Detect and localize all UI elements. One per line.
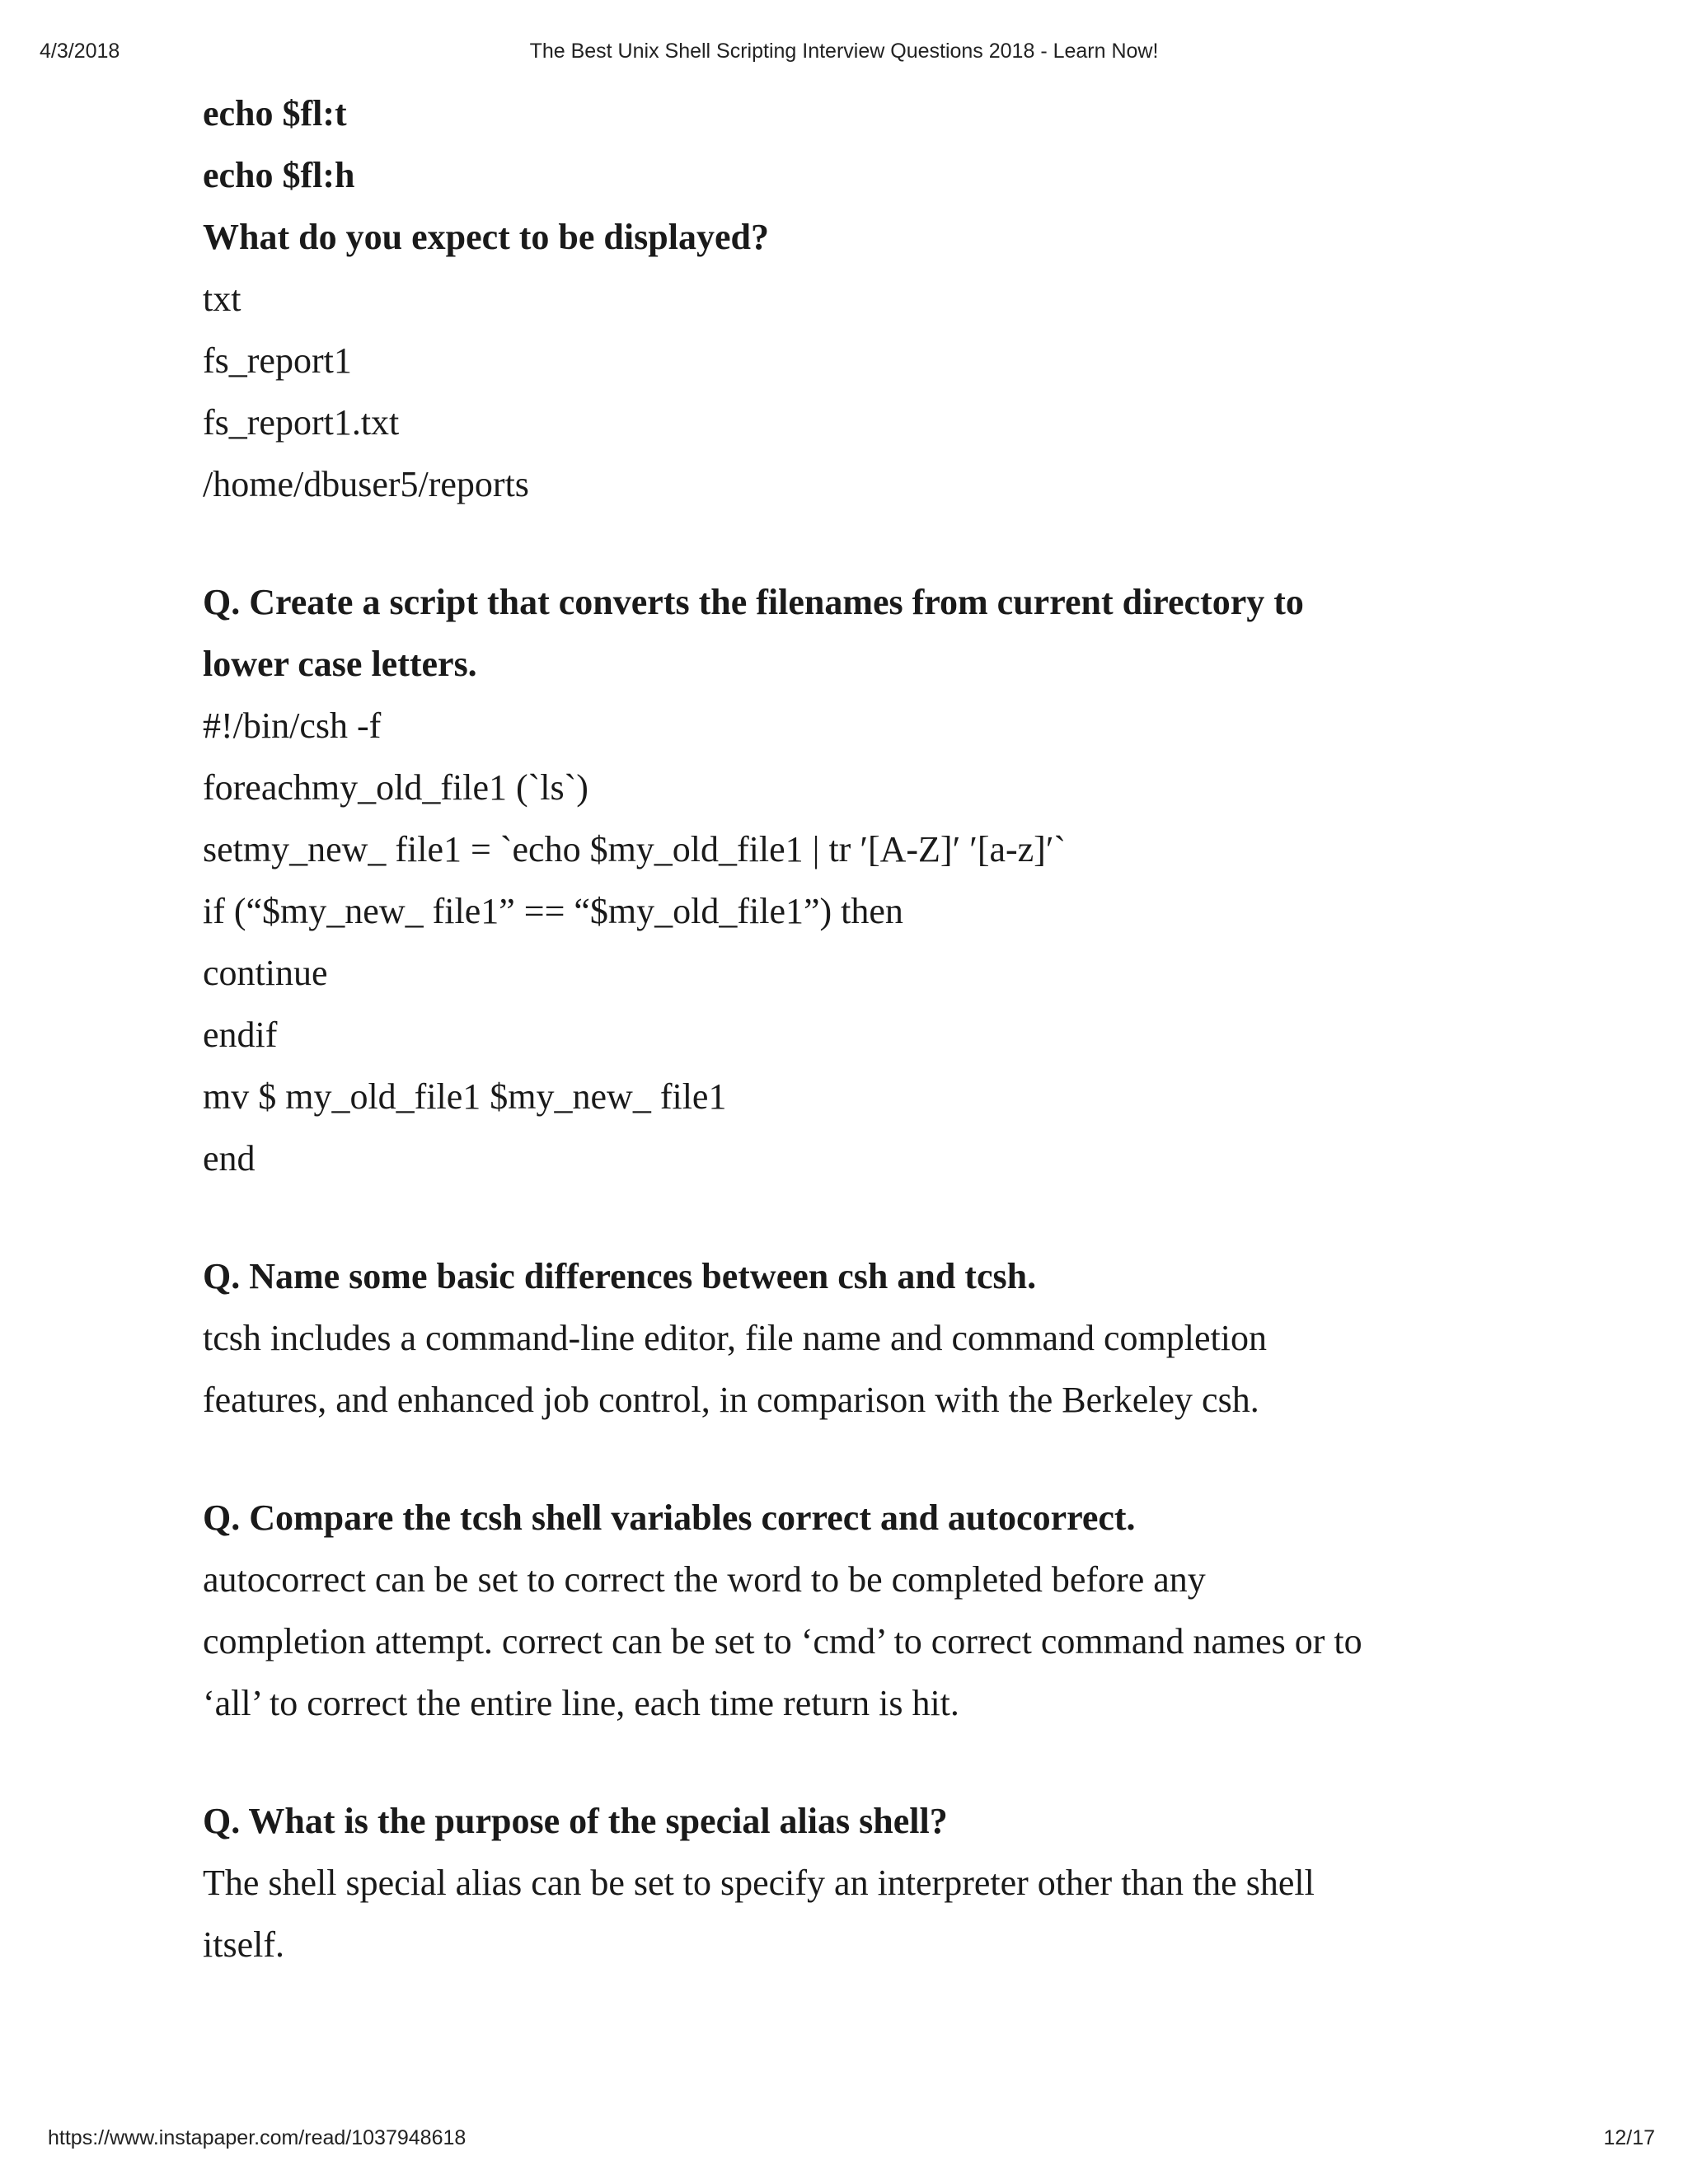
- code-line: endif: [203, 1015, 278, 1055]
- code-line: setmy_new_ file1 = `echo $my_old_file1 | tr ′[A-Z]′ ′[a-z]′`: [203, 829, 1067, 869]
- print-header: [0, 40, 1688, 68]
- code-line: echo $fl:t: [203, 93, 347, 134]
- answer-text: autocorrect can be set to correct the word to be completed before any: [203, 1559, 1206, 1600]
- code-line: mv $ my_old_file1 $my_new_ file1: [203, 1076, 727, 1117]
- code-line: echo $fl:h: [203, 155, 355, 195]
- answer-option: /home/dbuser5/reports: [203, 464, 529, 504]
- code-line: end: [203, 1138, 256, 1179]
- question-heading: Q. What is the purpose of the special alias shell?: [203, 1801, 948, 1841]
- print-date: 4/3/2018: [40, 40, 120, 63]
- answer-text: tcsh includes a command-line editor, file name and command completion: [203, 1318, 1267, 1358]
- question-heading: Q. Name some basic differences between csh and tcsh.: [203, 1256, 1037, 1296]
- question-heading: lower case letters.: [203, 644, 477, 684]
- page-title: The Best Unix Shell Scripting Interview Questions 2018 - Learn Now!: [529, 40, 1159, 63]
- source-url: https://www.instapaper.com/read/1037948618: [48, 2126, 467, 2149]
- answer-text: features, and enhanced job control, in comparison with the Berkeley csh.: [203, 1380, 1259, 1420]
- code-line: if (“$my_new_ file1” == “$my_old_file1”) then: [203, 891, 903, 931]
- article-body: [203, 82, 1522, 1975]
- answer-option: fs_report1: [203, 340, 352, 381]
- code-line: foreachmy_old_file1 (`ls`): [203, 767, 588, 808]
- answer-text: itself.: [203, 1924, 284, 1965]
- question-heading: What do you expect to be displayed?: [203, 217, 769, 257]
- question-heading: Q. Compare the tcsh shell variables correct and autocorrect.: [203, 1497, 1136, 1538]
- answer-text: completion attempt. correct can be set to ‘cmd’ to correct command names or to: [203, 1621, 1362, 1661]
- code-line: #!/bin/csh -f: [203, 705, 382, 746]
- answer-option: txt: [203, 279, 241, 319]
- code-line: continue: [203, 953, 328, 993]
- answer-text: The shell special alias can be set to specify an interpreter other than the shell: [203, 1863, 1315, 1903]
- print-footer: [0, 2126, 1688, 2154]
- answer-text: ‘all’ to correct the entire line, each time return is hit.: [203, 1683, 959, 1723]
- page-number: 12/17: [1603, 2126, 1655, 2149]
- question-heading: Q. Create a script that converts the filenames from current directory to: [203, 582, 1304, 622]
- answer-option: fs_report1.txt: [203, 402, 400, 443]
